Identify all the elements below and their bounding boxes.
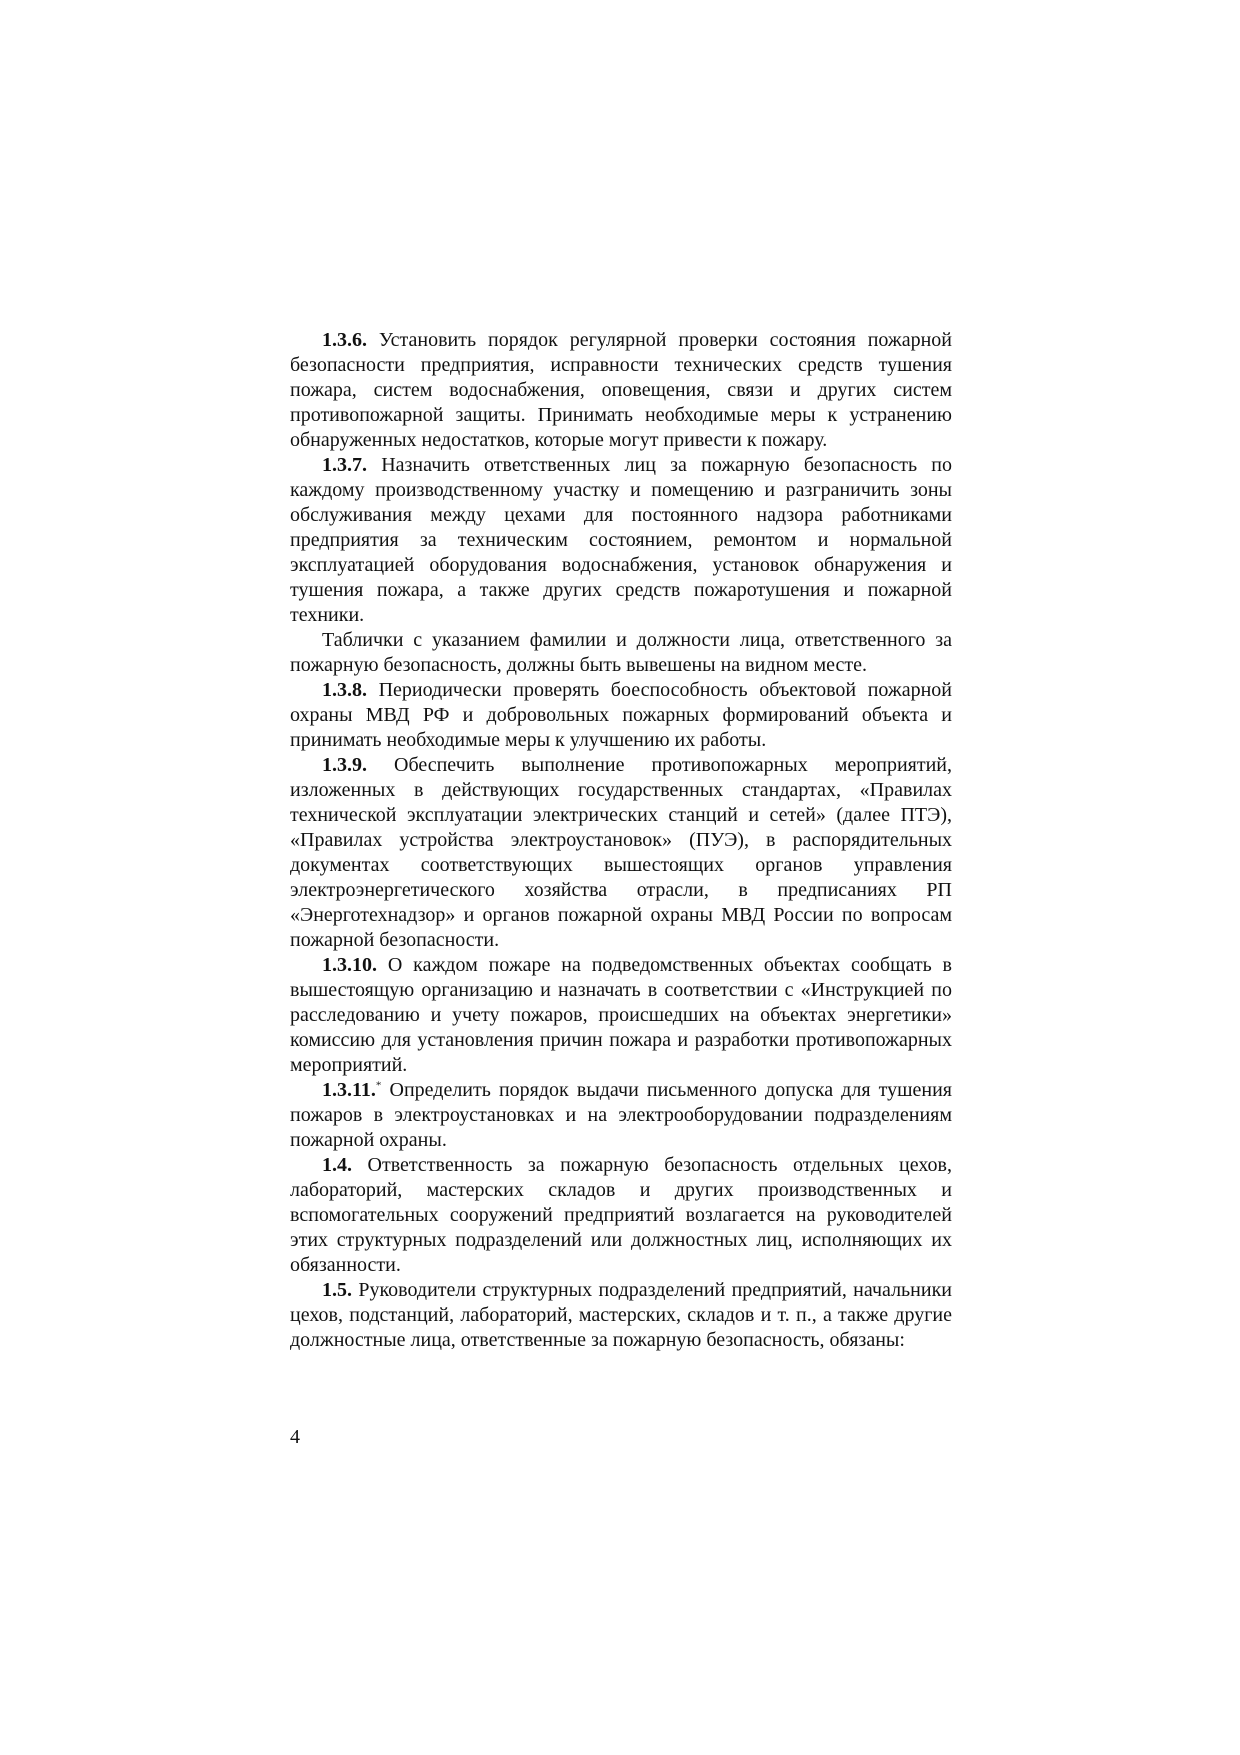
clause-number: 1.3.7.	[322, 454, 367, 476]
clause-number: 1.3.6.	[322, 329, 367, 351]
clause-number: 1.4.	[322, 1154, 352, 1176]
paragraph-text: Назначить ответственных лиц за пожарную безопасность по каждому производственному участку и помещению и разграничить зоны обслуживания между цехами для постоянного надзора работниками предприятия за техническим состоянием, ремонтом и нормальной эксплуатацией оборудования водоснабжения, установок обнаружения и тушения пожара, а также других средств пожаротушения и пожарной техники.	[290, 454, 952, 626]
paragraph-text: Руководители структурных подразделений предприятий, начальники цехов, подстанций, лабораторий, мастерских, складов и т. п., а также другие должностные лица, ответственные за пожарную безопасность, обязаны:	[290, 1279, 952, 1351]
document-body	[290, 328, 952, 1353]
clause-number: 1.3.11.	[322, 1079, 376, 1101]
paragraph-1-3-6	[290, 328, 952, 453]
clause-number: 1.3.9.	[322, 754, 367, 776]
clause-number: 1.5.	[322, 1279, 352, 1301]
paragraph-1-3-11	[290, 1078, 952, 1153]
paragraph-1-5	[290, 1278, 952, 1353]
paragraph-text: Периодически проверять боеспособность объектовой пожарной охраны МВД РФ и добровольных пожарных формирований объекта и принимать необходимые меры к улучшению их работы.	[290, 679, 952, 751]
paragraph-1-3-8	[290, 678, 952, 753]
paragraph-signs-note	[290, 628, 952, 678]
paragraph-text: О каждом пожаре на подведомственных объектах сообщать в вышестоящую организацию и назначать в соответствии с «Инструкцией по расследованию и учету пожаров, происшедших на объектах энергетики» комиссию для установления причин пожара и разработки противопожарных мероприятий.	[290, 954, 952, 1076]
paragraph-1-4	[290, 1153, 952, 1278]
paragraph-text: Определить порядок выдачи письменного допуска для тушения пожаров в электроустановках и на электрооборудовании подразделениям пожарной охраны.	[290, 1079, 952, 1151]
paragraph-text: Таблички с указанием фамилии и должности лица, ответственного за пожарную безопасность, должны быть вывешены на видном месте.	[290, 629, 952, 676]
paragraph-text: Установить порядок регулярной проверки состояния пожарной безопасности предприятия, исправности технических средств тушения пожара, систем водоснабжения, оповещения, связи и других систем противопожарной защиты. Принимать необходимые меры к устранению обнаруженных недостатков, которые могут привести к пожару.	[290, 329, 952, 451]
paragraph-text: Ответственность за пожарную безопасность отдельных цехов, лабораторий, мастерских складов и других производственных и вспомогательных сооружений предприятий возлагается на руководителей этих структурных подразделений или должностных лиц, исполняющих их обязанности.	[290, 1154, 952, 1276]
footnote-marker: *	[375, 1079, 382, 1092]
paragraph-text: Обеспечить выполнение противопожарных мероприятий, изложенных в действующих государственных стандартах, «Правилах технической эксплуатации электрических станций и сетей» (далее ПТЭ), «Правилах устройства электроустановок» (ПУЭ), в распорядительных документах соответствующих вышестоящих органов управления электроэнергетического хозяйства отрасли, в предписаниях РП «Энерготехнадзор» и органов пожарной охраны МВД России по вопросам пожарной безопасности.	[290, 754, 952, 951]
paragraph-1-3-10	[290, 953, 952, 1078]
paragraph-1-3-9	[290, 753, 952, 953]
clause-number: 1.3.10.	[322, 954, 377, 976]
paragraph-1-3-7	[290, 453, 952, 628]
page-number: 4	[290, 1426, 300, 1448]
clause-number: 1.3.8.	[322, 679, 367, 701]
